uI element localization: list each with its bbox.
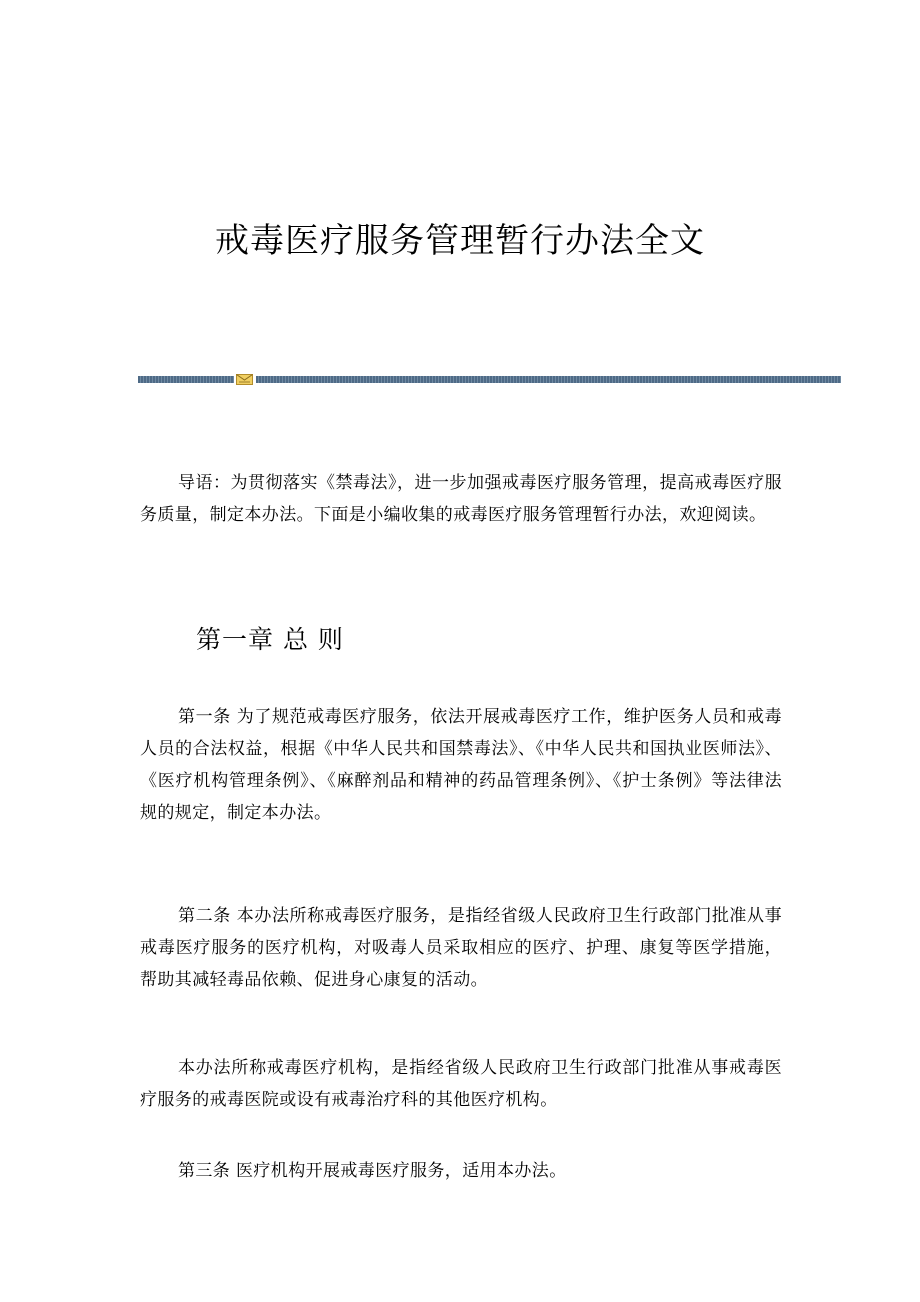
page-title: 戒毒医疗服务管理暂行办法全文 [215, 221, 705, 261]
chapter-heading: 第一章 总 则 [196, 625, 344, 654]
article-paragraph: 第二条 本办法所称戒毒医疗服务，是指经省级人民政府卫生行政部门批准从事戒毒医疗服务的医疗机构，对吸毒人员采取相应的医疗、护理、康复等医学措施，帮助其减轻毒品依赖、促进身心康复的活动。 [140, 906, 782, 990]
divider-bar-right [256, 376, 841, 383]
intro-paragraph: 导语：为贯彻落实《禁毒法》，进一步加强戒毒医疗服务管理，提高戒毒医疗服务质量，制定本办法。下面是小编收集的戒毒医疗服务管理暂行办法，欢迎阅读。 [140, 473, 782, 525]
article-paragraph: 本办法所称戒毒医疗机构，是指经省级人民政府卫生行政部门批准从事戒毒医疗服务的戒毒医院或设有戒毒治疗科的其他医疗机构。 [140, 1058, 782, 1110]
divider-bar-left [138, 376, 234, 383]
article-paragraph: 第三条 医疗机构开展戒毒医疗服务，适用本办法。 [178, 1161, 567, 1181]
title-divider [138, 374, 841, 384]
article-paragraph: 第一条 为了规范戒毒医疗服务，依法开展戒毒医疗工作，维护医务人员和戒毒人员的合法权益，根据《中华人民共和国禁毒法》、《中华人民共和国执业医师法》、《医疗机构管理条例》、《麻醉剂品和精神的药品管理条例》、《护士条例》等法律法规的规定，制定本办法。 [140, 707, 782, 823]
envelope-ornament-icon [236, 374, 253, 385]
